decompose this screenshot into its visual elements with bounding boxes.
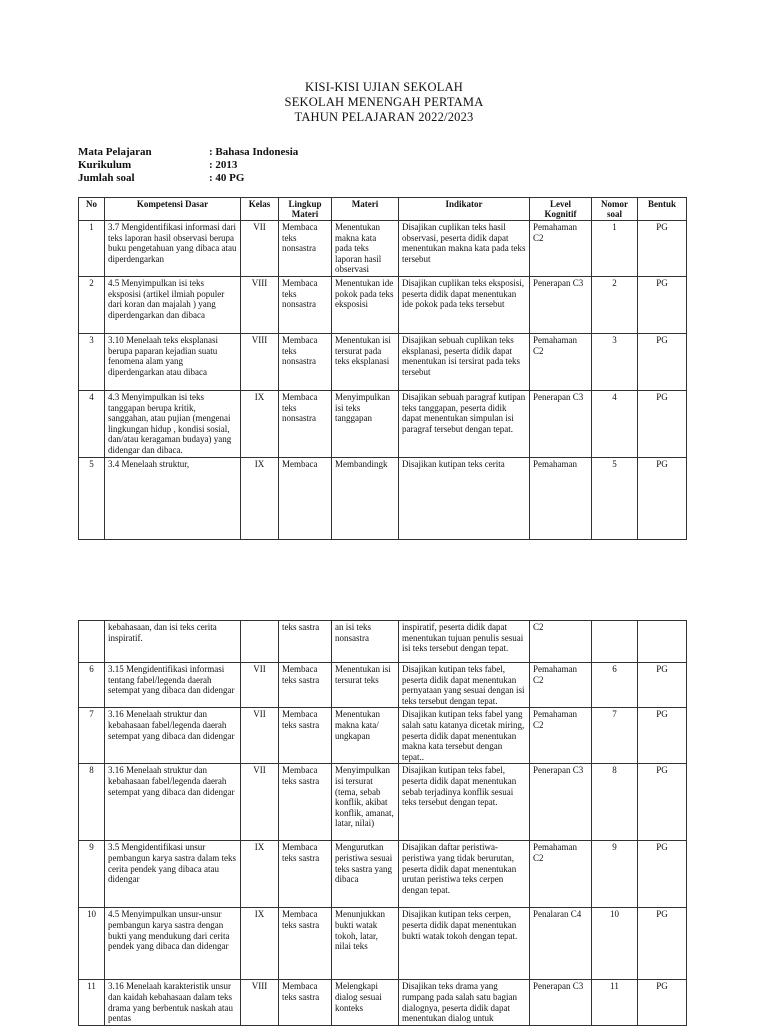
meta-value: : 2013 <box>209 159 238 171</box>
table-row <box>79 663 687 708</box>
cell-col-indikator: Disajikan cuplikan teks hasil observasi, peserta didik dapat menentukan makna kata pada teks tersebut <box>399 221 530 277</box>
table-row <box>79 708 687 764</box>
cell-col-kompetensi-dasar: 3.16 Menelaah karakteristik unsur dan kaidah kebahasaan dalam teks drama yang berbentuk naskah atau pentas <box>105 980 241 1025</box>
table-row <box>79 457 687 539</box>
cell-col-level-kognitif: Penerapan C3 <box>530 980 592 1025</box>
cell-col-lingkup-materi: Membaca teks nonsastra <box>279 390 332 457</box>
table-row <box>79 276 687 333</box>
cell-col-nomor-soal: 9 <box>592 841 638 908</box>
meta-value: : 40 PG <box>209 172 245 184</box>
cell-col-materi: Membandingk <box>332 457 399 539</box>
cell-col-level-kognitif: Penalaran C4 <box>530 908 592 980</box>
cell-col-lingkup-materi: Membaca teks sastra <box>279 764 332 841</box>
cell-col-kelas: IX <box>241 390 279 457</box>
cell-col-nomor-soal: 1 <box>592 221 638 277</box>
meta-subject <box>78 146 298 159</box>
header-col-kompetensi-dasar: Kompetensi Dasar <box>105 198 241 221</box>
cell-col-lingkup-materi: Membaca teks nonsastra <box>279 276 332 333</box>
cell-col-indikator: Disajikan sebuah cuplikan teks eksplanasi, peserta didik dapat menentukan isi tersirat pada teks tersebut <box>399 333 530 390</box>
cell-col-indikator: Disajikan kutipan teks fabel, peserta didik dapat menentukan pernyataan yang sesuai dengan isi teks tersebut dengan tepat. <box>399 663 530 708</box>
cell-col-level-kognitif: Penerapan C3 <box>530 390 592 457</box>
cell-col-no <box>79 621 105 663</box>
cell-col-level-kognitif: Penerapan C3 <box>530 276 592 333</box>
cell-col-level-kognitif: Penerapan C3 <box>530 764 592 841</box>
cell-col-no: 7 <box>79 708 105 764</box>
cell-col-kompetensi-dasar: 3.7 Mengidentifikasi informasi dari teks laporan hasil observasi berupa buku pengetahuan yang dibaca atau diperdengarkan <box>105 221 241 277</box>
cell-col-level-kognitif: Pemahaman C2 <box>530 708 592 764</box>
cell-col-nomor-soal: 4 <box>592 390 638 457</box>
document-title-line-3: TAHUN PELAJARAN 2022/2023 <box>294 110 474 124</box>
table-row <box>79 841 687 908</box>
cell-col-nomor-soal: 7 <box>592 708 638 764</box>
meta-label: Mata Pelajaran <box>78 146 152 158</box>
cell-col-materi: Menentukan makna kata pada teks laporan hasil observasi <box>332 221 399 277</box>
table-header-row <box>79 198 687 221</box>
cell-col-no: 2 <box>79 276 105 333</box>
cell-col-lingkup-materi: Membaca teks sastra <box>279 980 332 1025</box>
meta-curriculum <box>78 159 237 172</box>
cell-col-kelas: IX <box>241 457 279 539</box>
cell-col-materi: Menyimpulkan isi teks tanggapan <box>332 390 399 457</box>
cell-col-indikator: Disajikan kutipan teks fabel, peserta didik dapat menentukan sebab terjadinya konflik sesuai teks tersebut dengan tepat. <box>399 764 530 841</box>
header-col-lingkup-materi: Lingkup Materi <box>279 198 332 221</box>
cell-col-indikator: inspiratif, peserta didik dapat menentukan tujuan penulis sesuai isi teks tersebut dengan tepat. <box>399 621 530 663</box>
cell-col-materi: Menyimpulkan isi tersurat (tema, sebab konflik, akibat konflik, amanat, latar, nilai) <box>332 764 399 841</box>
cell-col-kompetensi-dasar: 3.5 Mengidentifikasi unsur pembangun karya sastra dalam teks cerita pendek yang dibaca atau didengar <box>105 841 241 908</box>
cell-col-lingkup-materi: Membaca teks sastra <box>279 708 332 764</box>
cell-col-kompetensi-dasar: 3.10 Menelaah teks eksplanasi berupa paparan kejadian suatu fenomena alam yang diperdengarkan atau dibaca <box>105 333 241 390</box>
cell-col-bentuk: PG <box>638 841 687 908</box>
cell-col-bentuk: PG <box>638 764 687 841</box>
cell-col-kompetensi-dasar: 4.5 Menyimpulkan isi teks eksposisi (artikel ilmiah populer dari koran dan majalah ) yang diperdengarkan dan dibaca <box>105 276 241 333</box>
cell-col-indikator: Disajikan kutipan teks fabel yang salah satu katanya dicetak miring, peserta didik dapat menentukan makna kata tersebut dengan tepat.. <box>399 708 530 764</box>
header-col-no: No <box>79 198 105 221</box>
cell-col-kelas: VII <box>241 764 279 841</box>
cell-col-no: 8 <box>79 764 105 841</box>
cell-col-indikator: Disajikan teks drama yang rumpang pada salah satu bagian dialognya, peserta didik dapat menentukan dialog untuk <box>399 980 530 1025</box>
cell-col-indikator: Disajikan sebuah paragraf kutipan teks tanggapan, peserta didik dapat menentukan simpulan isi paragraf tersebut dengan tepat. <box>399 390 530 457</box>
cell-col-lingkup-materi: Membaca <box>279 457 332 539</box>
cell-col-indikator: Disajikan daftar peristiwa-peristiwa yang tidak berurutan, peserta didik dapat menentukan urutan peristiwa teks cerpen dengan tepat. <box>399 841 530 908</box>
cell-col-no: 4 <box>79 390 105 457</box>
cell-col-no: 10 <box>79 908 105 980</box>
cell-col-no: 9 <box>79 841 105 908</box>
cell-col-kelas: VIII <box>241 980 279 1025</box>
header-col-kelas: Kelas <box>241 198 279 221</box>
cell-col-indikator: Disajikan cuplikan teks eksposisi, peserta didik dapat menentukan ide pokok pada teks tersebut <box>399 276 530 333</box>
cell-col-no: 1 <box>79 221 105 277</box>
cell-col-no: 5 <box>79 457 105 539</box>
cell-col-nomor-soal: 3 <box>592 333 638 390</box>
cell-col-bentuk: PG <box>638 221 687 277</box>
header-col-bentuk: Bentuk <box>638 198 687 221</box>
header-col-materi: Materi <box>332 198 399 221</box>
cell-col-bentuk: PG <box>638 980 687 1025</box>
cell-col-kompetensi-dasar: 3.15 Mengidentifikasi informasi tentang fabel/legenda daerah setempat yang dibaca dan didengar <box>105 663 241 708</box>
cell-col-lingkup-materi: Membaca teks sastra <box>279 908 332 980</box>
cell-col-materi: Menentukan ide pokok pada teks eksposisi <box>332 276 399 333</box>
cell-col-nomor-soal: 8 <box>592 764 638 841</box>
cell-col-materi: Menentukan isi tersurat teks <box>332 663 399 708</box>
cell-col-no: 11 <box>79 980 105 1025</box>
cell-col-kelas: VII <box>241 708 279 764</box>
cell-col-bentuk: PG <box>638 390 687 457</box>
cell-col-kelas: VII <box>241 663 279 708</box>
cell-col-lingkup-materi: Membaca teks nonsastra <box>279 333 332 390</box>
cell-col-bentuk: PG <box>638 333 687 390</box>
cell-col-kompetensi-dasar: 3.16 Menelaah struktur dan kebahasaan fabel/legenda daerah setempat yang dibaca dan didengar <box>105 708 241 764</box>
cell-col-bentuk: PG <box>638 276 687 333</box>
blueprint-table-page-2 <box>78 620 687 1026</box>
cell-col-level-kognitif: Pemahaman C2 <box>530 663 592 708</box>
cell-col-level-kognitif: Pemahaman <box>530 457 592 539</box>
meta-value: : Bahasa Indonesia <box>209 146 299 158</box>
cell-col-lingkup-materi: Membaca teks sastra <box>279 663 332 708</box>
cell-col-kelas: VII <box>241 221 279 277</box>
cell-col-no: 6 <box>79 663 105 708</box>
cell-col-kompetensi-dasar: 3.4 Menelaah struktur, <box>105 457 241 539</box>
cell-col-kelas: VIII <box>241 333 279 390</box>
cell-col-indikator: Disajikan kutipan teks cerpen, peserta didik dapat menentukan bukti watak tokoh dengan tepat. <box>399 908 530 980</box>
blueprint-table-page-1 <box>78 197 687 540</box>
meta-question-count <box>78 172 244 185</box>
cell-col-kompetensi-dasar: 4.5 Menyimpulkan unsur-unsur pembangun karya sastra dengan bukti yang mendukung dari cerita pendek yang dibaca dan didengar <box>105 908 241 980</box>
cell-col-bentuk: PG <box>638 708 687 764</box>
cell-col-kompetensi-dasar: 3.16 Menelaah struktur dan kebahasaan fabel/legenda daerah setempat yang dibaca dan didengar <box>105 764 241 841</box>
cell-col-materi: Menunjukkan bukti watak tokoh, latar, nilai teks <box>332 908 399 980</box>
cell-col-materi: Menentukan isi tersurat pada teks eksplanasi <box>332 333 399 390</box>
cell-col-nomor-soal: 10 <box>592 908 638 980</box>
table-row <box>79 621 687 663</box>
cell-col-no: 3 <box>79 333 105 390</box>
cell-col-materi: an isi teks nonsastra <box>332 621 399 663</box>
cell-col-kompetensi-dasar: 4.3 Menyimpulkan isi teks tanggapan berupa kritik, sanggahan, atau pujian (mengenai lingkungan hidup , kondisi sosial, dan/atau keragaman budaya) yang didengar dan dibaca. <box>105 390 241 457</box>
table-row <box>79 980 687 1025</box>
table-row <box>79 764 687 841</box>
cell-col-nomor-soal: 11 <box>592 980 638 1025</box>
cell-col-bentuk <box>638 621 687 663</box>
cell-col-nomor-soal: 6 <box>592 663 638 708</box>
table-row <box>79 333 687 390</box>
header-col-nomor-soal: Nomor soal <box>592 198 638 221</box>
cell-col-kelas: IX <box>241 841 279 908</box>
header-col-indikator: Indikator <box>399 198 530 221</box>
header-col-level-kognitif: Level Kognitif <box>530 198 592 221</box>
cell-col-kelas <box>241 621 279 663</box>
cell-col-nomor-soal <box>592 621 638 663</box>
cell-col-level-kognitif: Pemahaman C2 <box>530 221 592 277</box>
document-title-line-1: KISI-KISI UJIAN SEKOLAH <box>304 80 464 94</box>
cell-col-materi: Menentukan makna kata/ ungkapan <box>332 708 399 764</box>
cell-col-lingkup-materi: teks sastra <box>279 621 332 663</box>
cell-col-indikator: Disajikan kutipan teks cerita <box>399 457 530 539</box>
cell-col-materi: Melengkapi dialog sesuai konteks <box>332 980 399 1025</box>
cell-col-materi: Mengurutkan peristiwa sesuai teks sastra yang dibaca <box>332 841 399 908</box>
table-row <box>79 908 687 980</box>
meta-label: Jumlah soal <box>78 172 135 184</box>
cell-col-lingkup-materi: Membaca teks nonsastra <box>279 221 332 277</box>
table-row <box>79 221 687 277</box>
cell-col-level-kognitif: C2 <box>530 621 592 663</box>
table-row <box>79 390 687 457</box>
cell-col-bentuk: PG <box>638 908 687 980</box>
cell-col-level-kognitif: Pemahaman C2 <box>530 841 592 908</box>
cell-col-nomor-soal: 5 <box>592 457 638 539</box>
cell-col-level-kognitif: Pemahaman C2 <box>530 333 592 390</box>
cell-col-bentuk: PG <box>638 457 687 539</box>
cell-col-kelas: VIII <box>241 276 279 333</box>
cell-col-nomor-soal: 2 <box>592 276 638 333</box>
document-title-line-2: SEKOLAH MENENGAH PERTAMA <box>284 95 484 109</box>
cell-col-kelas: IX <box>241 908 279 980</box>
cell-col-kompetensi-dasar: kebahasaan, dan isi teks cerita inspiratif. <box>105 621 241 663</box>
cell-col-bentuk: PG <box>638 663 687 708</box>
meta-label: Kurikulum <box>78 159 132 171</box>
cell-col-lingkup-materi: Membaca teks sastra <box>279 841 332 908</box>
